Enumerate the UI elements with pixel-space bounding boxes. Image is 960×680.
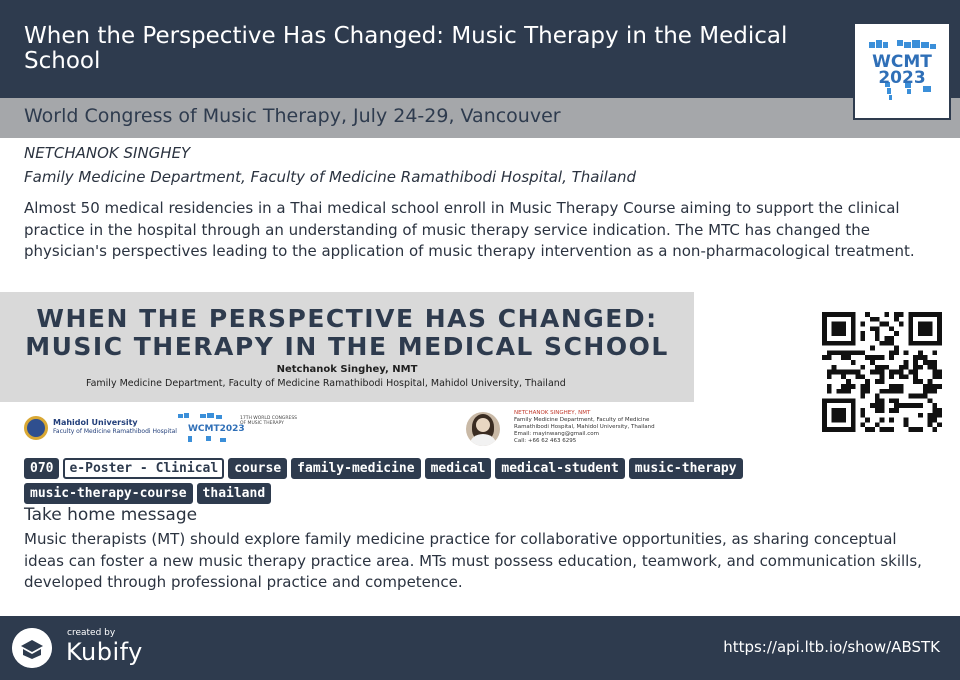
wcmt-logo — [853, 22, 951, 120]
author-name: NETCHANOK SINGHEY — [24, 144, 191, 162]
contact-call: Call: +66 62 463 6295 — [514, 438, 577, 444]
author-affiliation: Family Medicine Department, Faculty of Medicine Ramathibodi Hospital, Thailand — [24, 168, 637, 186]
contact-line2: Ramathibodi Hospital, Mahidol University, Thailand — [514, 424, 655, 430]
tag-music-therapy-course[interactable]: music-therapy-course — [24, 483, 193, 504]
contact-name: NETCHANOK SINGHEY, NMT — [514, 410, 591, 416]
tag-thailand[interactable]: thailand — [197, 483, 272, 504]
tag-group-1 — [228, 457, 746, 476]
banner-title-line2: MUSIC THERAPY IN THE MEDICAL SCHOOL — [25, 332, 669, 361]
abstract-text: Almost 50 medical residencies in a Thai medical school enroll in Music Therapy Course aiming to support the clinical practice in the hospital through an understanding of music therapy service indication. The MTC has changed the physician's perspectives leading to the application of music therapy intervention as a non-pharmacological treatment. — [24, 199, 915, 260]
category-badge[interactable]: e-Poster - Clinical — [63, 458, 224, 479]
created-by-label: created by — [67, 628, 116, 638]
wcmt-logo-line1: WCMT — [872, 52, 932, 72]
mahidol-name: Mahidol University — [53, 418, 138, 427]
kubify-brand[interactable]: Kubify — [66, 638, 143, 666]
tag-medical[interactable]: medical — [425, 458, 492, 479]
wcmt-small-text: WCMT2023 — [188, 424, 245, 434]
banner-title-line1: WHEN THE PERSPECTIVE HAS CHANGED: — [36, 304, 658, 333]
contact-email: Email: mayinwang@gmail.com — [514, 431, 599, 437]
tag-line-2 — [24, 482, 924, 507]
tag-line-1 — [24, 457, 924, 482]
tag-family-medicine[interactable]: family-medicine — [291, 458, 420, 479]
takehome-heading: Take home message — [24, 505, 198, 525]
poster-header — [0, 0, 960, 98]
contact-line1: Family Medicine Department, Faculty of Medicine — [514, 417, 650, 423]
kubify-logo-icon[interactable] — [12, 628, 52, 668]
logos-row — [0, 404, 694, 454]
mahidol-subtitle: Faculty of Medicine Ramathibodi Hospital — [53, 428, 177, 435]
tag-medical-student[interactable]: medical-student — [495, 458, 624, 479]
share-url-link[interactable]: https://api.ltb.io/show/ABSTK — [723, 638, 940, 656]
takehome-text: Music therapists (MT) should explore family medicine practice for collaborative opportunities, as sharing conceptual ideas can foster a new music therapy practice area. MTs must possess education, teamwork, and communication skills, developed through professional practice and competence. — [24, 530, 922, 591]
avatar-face — [476, 418, 490, 432]
poster-title: When the Perspective Has Changed: Music Therapy in the Medical School — [24, 23, 788, 74]
wcmt-logo-line2: 2023 — [878, 68, 926, 88]
wcmt-logo-text — [855, 54, 949, 86]
author-avatar — [466, 412, 500, 446]
author-contact — [514, 410, 694, 445]
tag-group-2 — [24, 482, 275, 501]
tag-list — [24, 457, 924, 507]
qr-code-icon[interactable] — [822, 312, 942, 432]
congress-name: World Congress of Music Therapy, July 24-29, Vancouver — [24, 105, 561, 127]
mahidol-seal-icon — [24, 416, 48, 440]
footer-bar — [0, 616, 960, 680]
abstract-number-badge[interactable]: 070 — [24, 458, 59, 479]
wcmt-caption: 17TH WORLD CONGRESS OF MUSIC THERAPY — [240, 416, 298, 426]
poster-banner-image — [0, 292, 694, 402]
tag-course[interactable]: course — [228, 458, 287, 479]
tag-music-therapy[interactable]: music-therapy — [629, 458, 743, 479]
congress-bar — [0, 98, 960, 138]
banner-author: Netchanok Singhey, NMT — [276, 364, 418, 375]
banner-affiliation: Family Medicine Department, Faculty of Medicine Ramathibodi Hospital, Mahidol University, Thailand — [86, 378, 566, 389]
